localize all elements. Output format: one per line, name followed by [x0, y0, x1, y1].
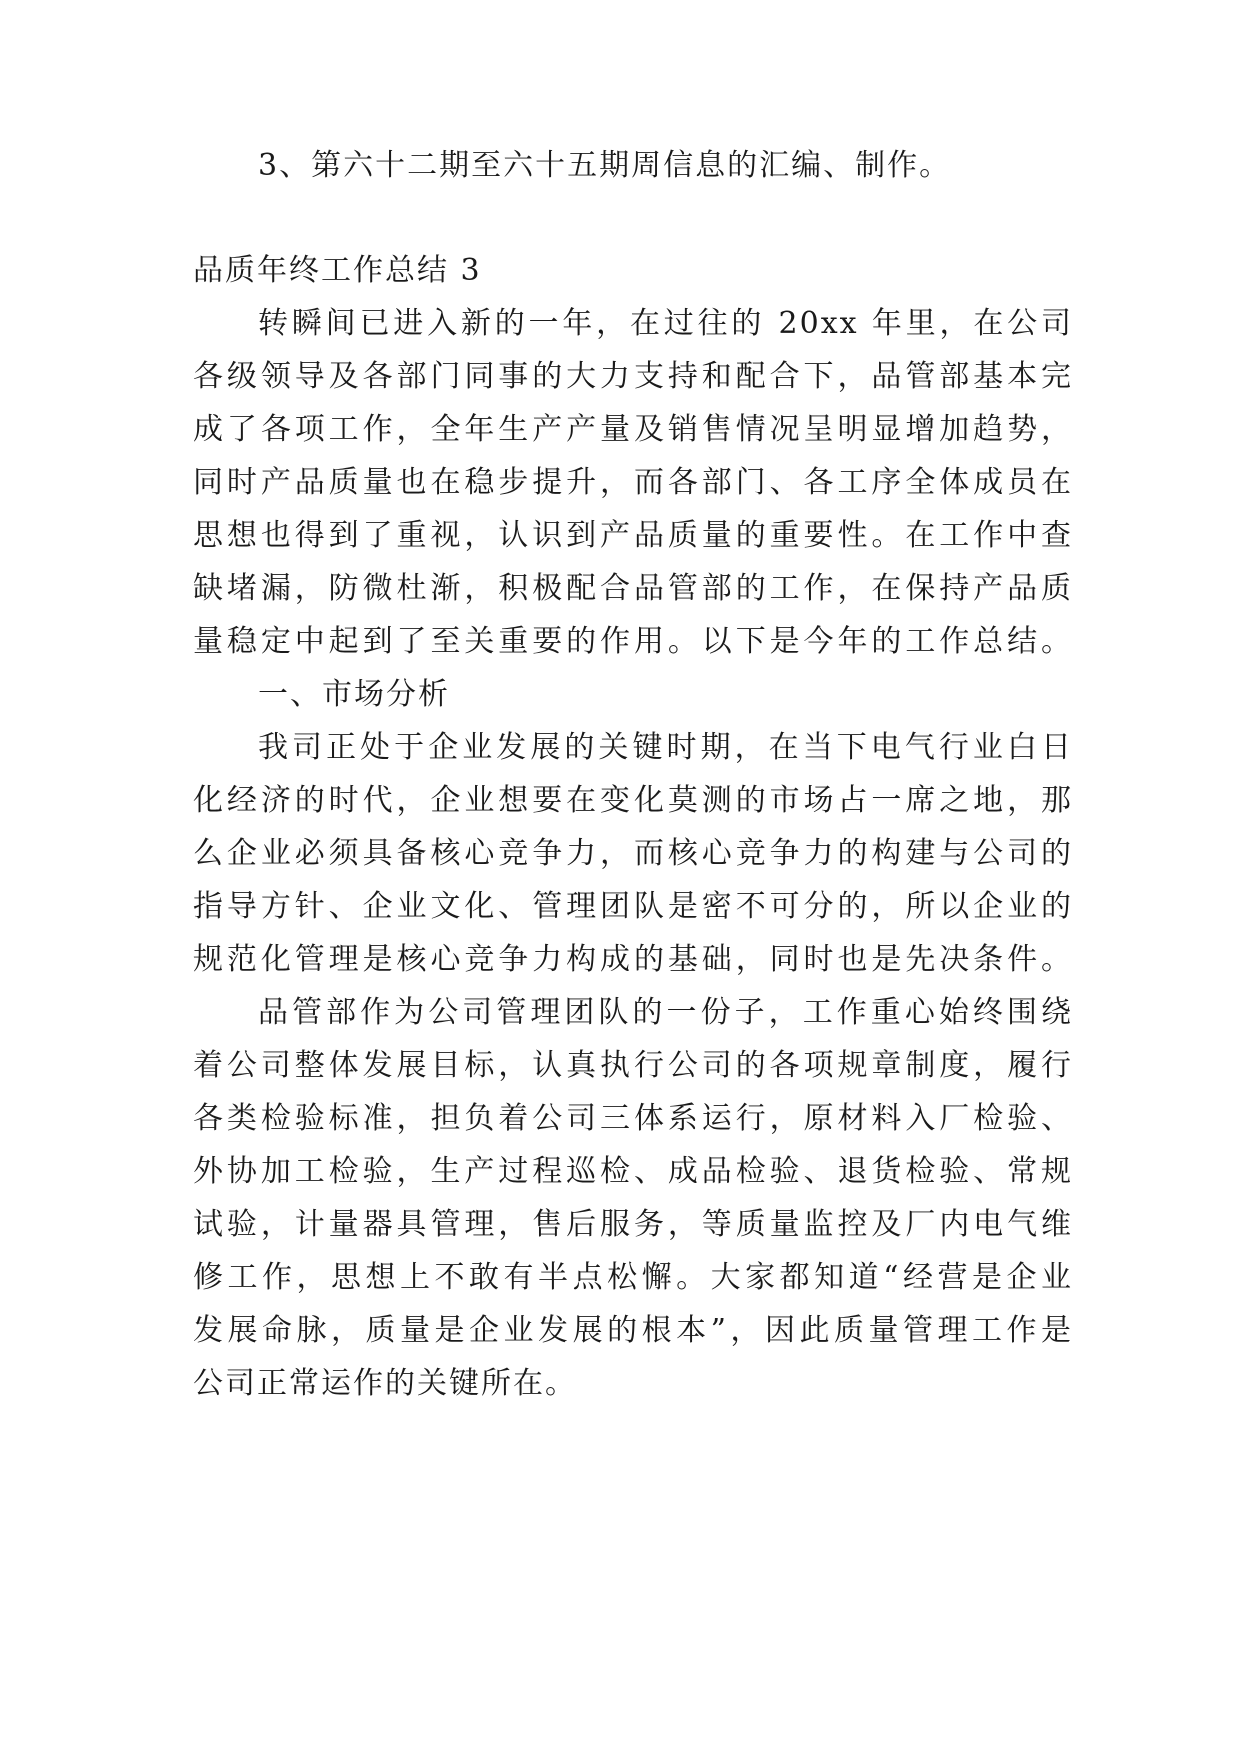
paragraph-line: 成了各项工作，全年生产产量及销售情况呈明显增加趋势，	[193, 412, 1073, 447]
paragraph-line: 转瞬间已进入新的一年，在过往的 20xx 年里，在公司	[258, 306, 1073, 341]
paragraph-line: 着公司整体发展目标，认真执行公司的各项规章制度，履行	[193, 1048, 1073, 1083]
paragraph-line: 指导方针、企业文化、管理团队是密不可分的，所以企业的	[193, 889, 1073, 924]
paragraph-line: 外协加工检验，生产过程巡检、成品检验、退货检验、常规	[193, 1154, 1073, 1189]
paragraph-line: 思想也得到了重视，认识到产品质量的重要性。在工作中查	[193, 518, 1073, 553]
paragraph-line: 发展命脉，质量是企业发展的根本”，因此质量管理工作是	[193, 1313, 1073, 1348]
paragraph-line: 我司正处于企业发展的关键时期，在当下电气行业白日	[258, 730, 1073, 765]
paragraph-line: 公司正常运作的关键所在。	[193, 1366, 577, 1401]
list-item-3: 3、第六十二期至六十五期周信息的汇编、制作。	[258, 148, 952, 183]
paragraph-line: 试验，计量器具管理，售后服务，等质量监控及厂内电气维	[193, 1207, 1073, 1242]
paragraph-line: 修工作，思想上不敢有半点松懈。大家都知道“经营是企业	[193, 1260, 1073, 1295]
paragraph-line: 量稳定中起到了至关重要的作用。以下是今年的工作总结。	[193, 624, 1073, 659]
paragraph-line: 同时产品质量也在稳步提升，而各部门、各工序全体成员在	[193, 465, 1073, 500]
paragraph-line: 各级领导及各部门同事的大力支持和配合下，品管部基本完	[193, 359, 1073, 394]
paragraph-line: 各类检验标准，担负着公司三体系运行，原材料入厂检验、	[193, 1101, 1073, 1136]
paragraph-line: 规范化管理是核心竞争力构成的基础，同时也是先决条件。	[193, 942, 1073, 977]
paragraph-line: 品管部作为公司管理团队的一份子，工作重心始终围绕	[258, 995, 1073, 1030]
section-title: 品质年终工作总结 3	[193, 253, 482, 288]
paragraph-line: 化经济的时代，企业想要在变化莫测的市场占一席之地，那	[193, 783, 1073, 818]
paragraph-line: 缺堵漏，防微杜渐，积极配合品管部的工作，在保持产品质	[193, 571, 1073, 606]
heading-market-analysis: 一、市场分析	[258, 677, 450, 712]
paragraph-line: 么企业必须具备核心竞争力，而核心竞争力的构建与公司的	[193, 836, 1073, 871]
